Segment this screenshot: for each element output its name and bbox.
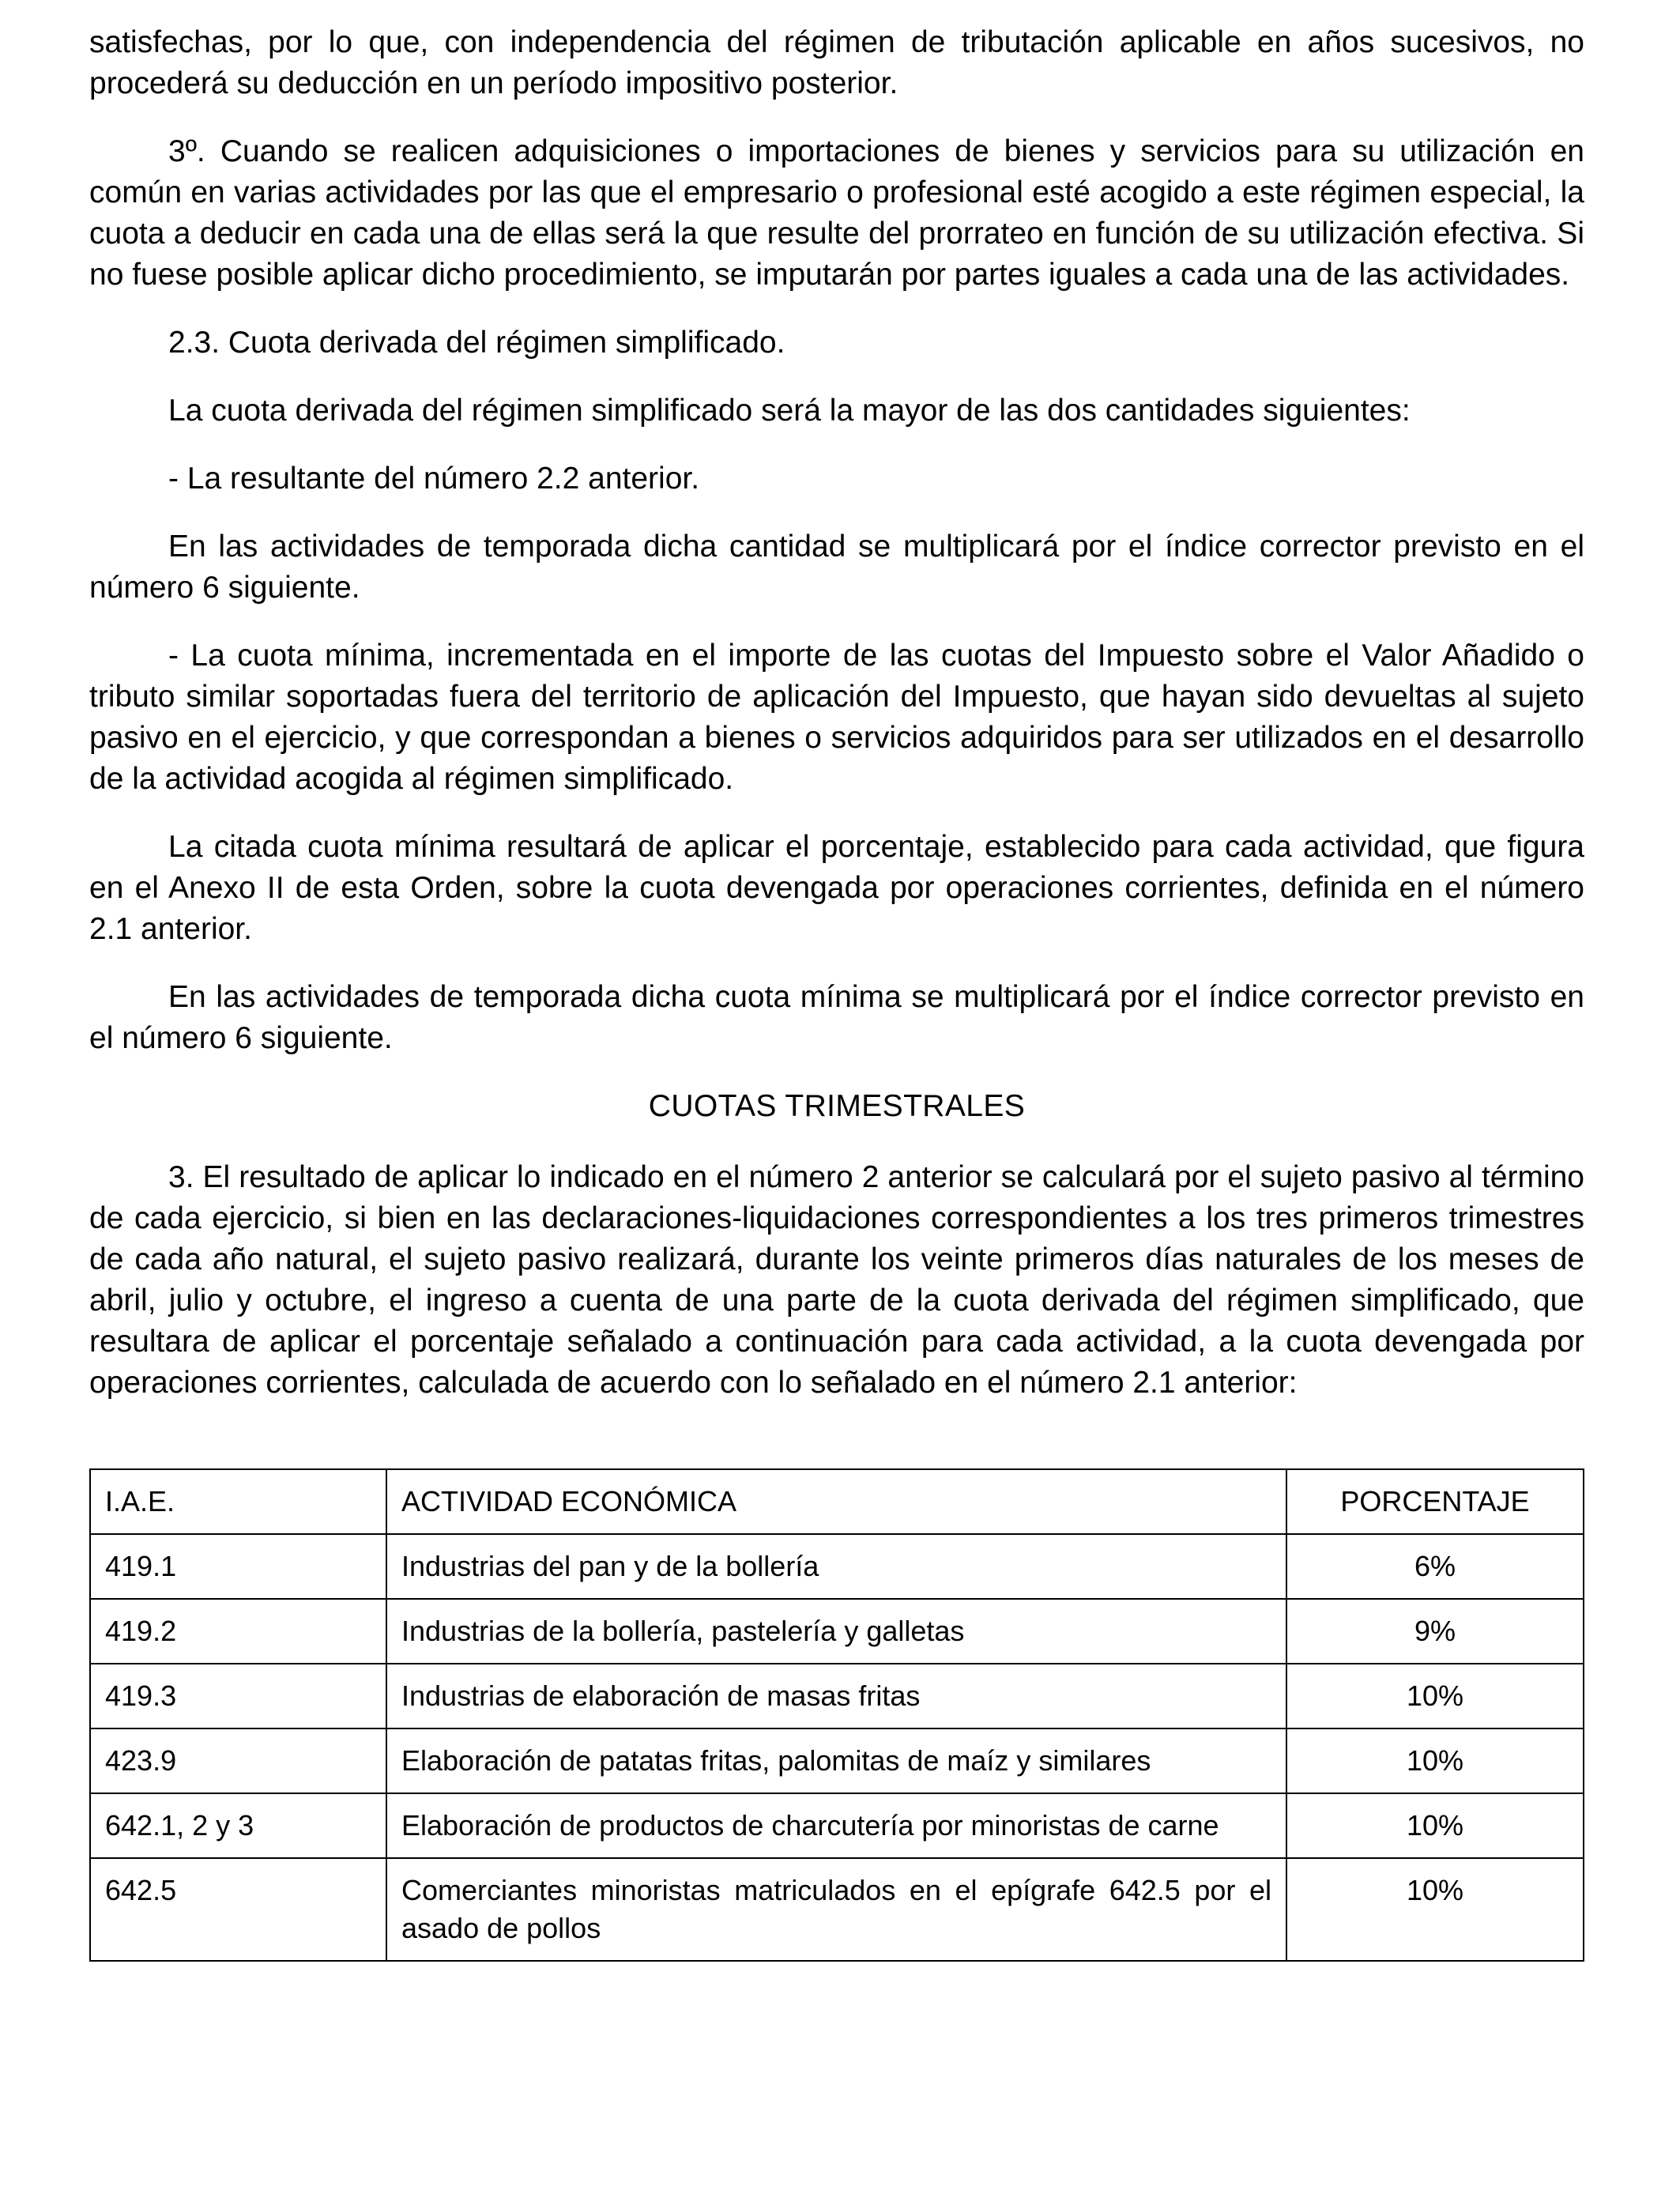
- table-row: [90, 1534, 1584, 1599]
- paragraph-citada-cuota-minima: La citada cuota mínima resultará de aplicar el porcentaje, establecido para cada actividad, que figura en el Anexo II de esta Orden, sobre la cuota devengada por operaciones corrientes, definida en el número 2.1 anterior.: [89, 830, 1584, 946]
- paragraph-temporada-cantidad: En las actividades de temporada dicha cantidad se multiplicará por el índice corrector previsto en el número 6 siguiente.: [89, 530, 1584, 605]
- porcentajes-table: [89, 1468, 1584, 1962]
- paragraph-resultante-2-2: - La resultante del número 2.2 anterior.: [168, 462, 700, 496]
- paragraph-cuota-derivada: La cuota derivada del régimen simplificado será la mayor de las dos cantidades siguientes:: [168, 394, 1411, 428]
- paragraph-subsection-2-3: 2.3. Cuota derivada del régimen simplificado.: [168, 326, 785, 360]
- cell-iae: 419.1: [90, 1534, 386, 1599]
- paragraph-cuota-minima: - La cuota mínima, incrementada en el importe de las cuotas del Impuesto sobre el Valor Añadido o tributo similar soportadas fuera del territorio de aplicación del Impuesto, que hayan sido devueltas al sujeto pasivo en el ejercicio, y que correspondan a bienes o servicios adquiridos para ser utilizados en el desarrollo de la actividad acogida al régimen simplificado.: [89, 639, 1584, 796]
- paragraph-punto-tercero: 3º. Cuando se realicen adquisiciones o importaciones de bienes y servicios para su utilización en común en varias actividades por las que el empresario o profesional esté acogido a este régimen especial, la cuota a deducir en cada una de ellas será la que resulte del prorrateo en función de su utilización efectiva. Si no fuese posible aplicar dicho procedimiento, se imputarán por partes iguales a cada una de las actividades.: [89, 134, 1584, 292]
- cell-iae: 642.1, 2 y 3: [90, 1793, 386, 1858]
- cell-porcentaje: 10%: [1286, 1858, 1584, 1961]
- cell-actividad: Industrias de elaboración de masas fritas: [386, 1664, 1286, 1728]
- table-row: [90, 1793, 1584, 1858]
- table-spacer: [89, 1431, 1584, 1468]
- cell-actividad: Industrias del pan y de la bollería: [386, 1534, 1286, 1599]
- cell-porcentaje: 10%: [1286, 1793, 1584, 1858]
- cell-actividad: Comerciantes minoristas matriculados en el epígrafe 642.5 por el asado de pollos: [386, 1858, 1286, 1961]
- cell-porcentaje: 10%: [1286, 1664, 1584, 1728]
- cell-actividad: Industrias de la bollería, pastelería y galletas: [386, 1599, 1286, 1664]
- table-row: [90, 1664, 1584, 1728]
- cell-iae: 419.2: [90, 1599, 386, 1664]
- table-row: [90, 1599, 1584, 1664]
- cell-iae: 642.5: [90, 1858, 386, 1961]
- paragraph-temporada-cuota-minima: En las actividades de temporada dicha cuota mínima se multiplicará por el índice corrector previsto en el número 6 siguiente.: [89, 980, 1584, 1055]
- cell-iae: 419.3: [90, 1664, 386, 1728]
- table-header-actividad: ACTIVIDAD ECONÓMICA: [386, 1469, 1286, 1534]
- table-row: [90, 1728, 1584, 1793]
- cell-porcentaje: 6%: [1286, 1534, 1584, 1599]
- cell-actividad: Elaboración de patatas fritas, palomitas de maíz y similares: [386, 1728, 1286, 1793]
- table-header-porcentaje: PORCENTAJE: [1286, 1469, 1584, 1534]
- section-heading-cuotas-trimestrales: CUOTAS TRIMESTRALES: [648, 1089, 1026, 1123]
- paragraph-punto-3: 3. El resultado de aplicar lo indicado en el número 2 anterior se calculará por el sujeto pasivo al término de cada ejercicio, si bien en las declaraciones-liquidaciones correspondientes a los tres primeros trimestres de cada año natural, el sujeto pasivo realizará, durante los veinte primeros días naturales de los meses de abril, julio y octubre, el ingreso a cuenta de una parte de la cuota derivada del régimen simplificado, que resultara de aplicar el porcentaje señalado a continuación para cada actividad, a la cuota devengada por operaciones corrientes, calculada de acuerdo con lo señalado en el número 2.1 anterior:: [89, 1160, 1584, 1400]
- table-row: [90, 1858, 1584, 1961]
- table-header-iae: I.A.E.: [90, 1469, 386, 1534]
- cell-porcentaje: 9%: [1286, 1599, 1584, 1664]
- document-content: [89, 22, 1584, 1962]
- paragraph-satisfechas: satisfechas, por lo que, con independencia del régimen de tributación aplicable en años sucesivos, no procederá su deducción en un período impositivo posterior.: [89, 25, 1584, 100]
- table-header-row: [90, 1469, 1584, 1534]
- cell-iae: 423.9: [90, 1728, 386, 1793]
- cell-actividad: Elaboración de productos de charcutería por minoristas de carne: [386, 1793, 1286, 1858]
- cell-porcentaje: 10%: [1286, 1728, 1584, 1793]
